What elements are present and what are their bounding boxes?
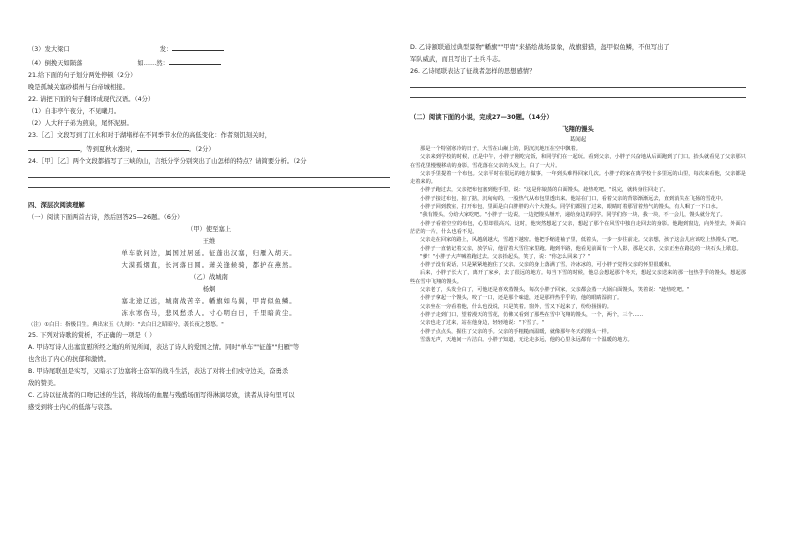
right-column xyxy=(410,42,746,344)
story-paragraph: "爹！"小胖子大声喊着跑过去。父亲抬起头，笑了，说："你怎么回来了？" xyxy=(420,253,591,260)
question-21-text: 晚是孤城关塞砂棋州与白帝城相接。 xyxy=(28,84,129,91)
question-22: 22. 请把下面的句子翻译成现代汉语。（4分） xyxy=(28,96,155,103)
story-paragraph: 父亲也走了过来，站在他身边，轻轻地说："下雪了。" xyxy=(420,320,545,327)
poem-2-title: （乙）战城南 xyxy=(190,274,228,281)
option-a: A. 甲诗写诗人出塞宣慰所经之地的所见所闻，表达了诗人的爱国之情。同时"单车""征蓬""归雁"等 xyxy=(28,344,300,351)
answer-line[interactable] xyxy=(28,178,390,188)
poem-note: （注）①白日：指极目生。典出宋玉《九辩》："去白日之昭昭兮，袭长夜之悠悠。" xyxy=(28,322,224,328)
part-2-heading: （二）阅读下面的小说，完成27—30题。（14分） xyxy=(410,114,553,121)
story-paragraph: 小胖子看着空空的布包，心里却很高兴。这时，他突然想起了父亲，想起了那个在风雪中独自走回去的身影。他跑到窗边，向外望去，外面白茫茫的一片，什么也看不见。 xyxy=(410,220,746,235)
question-23: 23.［乙］文段写到了江水和对于湖堵样在不同季节水位的高低变化：作者刻饥刻关时， xyxy=(28,132,271,139)
poem-1-line: 单车欲问边，属国过居延。征蓬出汉塞，归雁入胡天。 xyxy=(121,250,297,257)
poem-1-author: 王维 xyxy=(202,238,216,245)
answer-blank[interactable] xyxy=(28,142,80,151)
story-paragraph: 后来，小胖子长大了，离开了家乡，去了很远的地方。每当下雪的时候，他总会想起那个冬天，想起父亲送来的那一包热乎乎的馒头，想起那些在雪中飞翔的馒头。 xyxy=(410,270,746,285)
poem-2-line: 冻水寒伤马，悲风愁杀人。寸心明白日，千里暗黄尘。 xyxy=(121,310,297,317)
part-1-heading: （一）阅读下面两首古诗，然后回答25—26题。（6分） xyxy=(28,214,184,221)
story-paragraph: 小胖子一直惦记着父亲，放学后，他冒着大雪往家里跑。跑到半路，他看见前面有一个人影，那是父亲，父亲正坐在路边的一块石头上歇息。 xyxy=(420,245,742,252)
story-paragraph: "我有馒头，分给大家吃吧。"小胖子一边说，一边把馒头掰开，递给身边的同学。同学们你一块，我一块，不一会儿，馒头就分光了。 xyxy=(420,212,726,219)
section-4-heading: 四、深层次阅读理解 xyxy=(28,202,85,209)
poem-2-line: 塞北途辽远，城南战苦辛。幡旗如鸟翼，甲胄似鱼鳞。 xyxy=(121,298,297,305)
option-a-cont: 也含出了内心的抗郁和激愤。 xyxy=(28,356,110,363)
left-column xyxy=(28,42,390,414)
question-25: 25. 下列对诗歌的赏析，不正确的一项是（ ） xyxy=(28,332,156,339)
option-b: B. 甲诗尾联虽是实写，又暗示了边塞将士奋军的战斗生活，表达了对将士们戍守边关，奋勇杀 xyxy=(28,368,289,375)
story-paragraph: 父亲老了，头发全白了，可他还是喜欢蒸馒头，每次小胖子回家，父亲都会蒸一大锅白面馒头，笑着说："趁热吃吧。" xyxy=(420,287,690,294)
story-paragraph: 父亲来到学校的时候，正是中午，小胖子刚吃完饭，和同学们在一起玩。看到父亲，小胖子兴奋地从后面跑到了门口。抬头就看见了父亲那只在雪花里慢慢移动的身影，雪花落在父亲的头发上，白了一大片。 xyxy=(410,154,746,169)
story-paragraph: 父亲坐在一旁看着他，什么也没说，只是笑着。窗外，雪又下起来了，纷纷扬扬的。 xyxy=(420,303,612,310)
option-c-cont: 感受到将士内心的低落与哀怨。 xyxy=(28,404,117,411)
story-paragraph: 小胖子接过布包，掂了掂，沉甸甸的，一股热气从布包里透出来。他站在门口，看着父亲的背影渐渐远去，直到消失在飞扬的雪花中。 xyxy=(420,195,727,202)
poem-1-title: （甲）使至塞上 xyxy=(186,226,232,233)
option-b-cont: 敌的赞美。 xyxy=(28,380,60,387)
story-paragraph: 小胖子点点头，握住了父亲的手。父亲的手粗糙而温暖，就像那年冬天的馒头一样。 xyxy=(420,328,612,335)
answer-line[interactable] xyxy=(410,88,746,98)
story-paragraph: 小胖子拿起一个馒头，咬了一口，还是那个味道，还是那样热乎乎的，他的眼睛湿润了。 xyxy=(420,295,623,302)
story-paragraph: 小胖子走到门口，望着漫天的雪花，仿佛又看到了那些在雪中飞翔的馒头，一个，两个，三个…… xyxy=(420,311,644,318)
story-paragraph: 那是一个特别寒冷的日子，大雪在山巅上的，阴沉沉地压在空中飘着。 xyxy=(420,146,581,152)
story-paragraph: 小胖子跑过去，父亲把布包塞到他手里，说："这是你娘蒸的白面馒头，趁热吃吧。"说完，就转身往回走了。 xyxy=(420,187,669,194)
story-paragraph: 小胖子回到教室，打开布包，里面是白白胖胖的六个大馒头。同学们都围了过来，眼睛盯着那冒着热气的馒头，有人咽了一下口水。 xyxy=(420,204,721,211)
poem-1-line: 大漠孤烟直，长河落日圆。萧关逢候骑，都护在燕然。 xyxy=(121,262,297,269)
answer-line[interactable] xyxy=(410,78,746,88)
question-23-fill: ，等到夏秋水涨时， 。（2分） xyxy=(28,142,390,156)
story-author: 葛闻起 xyxy=(569,137,587,143)
story-paragraph: 父亲手里提着一个布包。父亲平时在很远的地方做事，一年到头难得回家几次。小胖子的家在离学校十多里远的山里，每次来看他，父亲都是走着来的。 xyxy=(410,170,746,186)
question-21: 21.给下面的句子划分两处停顿（2分） xyxy=(28,72,137,79)
answer-line[interactable] xyxy=(28,168,390,178)
option-d-cont: 军队威武，而且写出了士兵斗志。 xyxy=(410,56,505,63)
poem-2-author: 杨炯 xyxy=(202,286,216,293)
answer-blank[interactable] xyxy=(137,142,189,151)
question-24: 24.［甲］［乙］两个文段都描写了三峡的山，言纸分学分别突出了山怎样的特点？请简要分析。（2分 xyxy=(28,158,307,165)
question-26: 26. 乙诗尾联表达了征战者怎样的思想感情？ xyxy=(410,68,536,75)
answer-blank[interactable] xyxy=(172,42,224,51)
answer-blank[interactable] xyxy=(169,56,221,65)
question-20-4: （4）倒挽天如陨落 如……然： xyxy=(28,56,390,70)
story-paragraph: 小胖子没有说话，只是紧紧地抱住了父亲。父亲的身上落满了雪，冷冰冰的，可小胖子觉得父亲的怀里很暖和。 xyxy=(420,262,675,269)
option-d: D. 乙诗颔联通过典型景物"幡旗""甲胄"来描绘战场景象，战旗猎猎，盔甲似鱼鳞，不但写出了 xyxy=(410,44,670,51)
story-paragraph: 父亲走在回家的路上，风越刮越大，雪越下越密。他把手缩进袖子里，低着头，一步一步往前走。父亲想，孩子这会儿应该吃上热馒头了吧。 xyxy=(420,237,742,244)
question-22-2: （2）人大秆子弟为煎泉，尾怀泥厨。 xyxy=(28,120,133,127)
question-20-3: （3）发大梁口 发： xyxy=(28,42,390,56)
story-paragraph: 雪落无声，天地间一片洁白。小胖子知道，无论走多远，他的心里永远都有一个温暖的地方。 xyxy=(420,336,633,343)
question-22-1: （1）自非亭午夜分，不见曦月。 xyxy=(28,108,121,115)
story-body xyxy=(410,145,746,344)
option-c: C. 乙诗以征战者的口吻记述的生活，将战场的血腥与残酷场面写得淋漓尽致，读者从诗句里可以 xyxy=(28,392,295,399)
story-title: 飞翔的馒头 xyxy=(562,126,594,133)
